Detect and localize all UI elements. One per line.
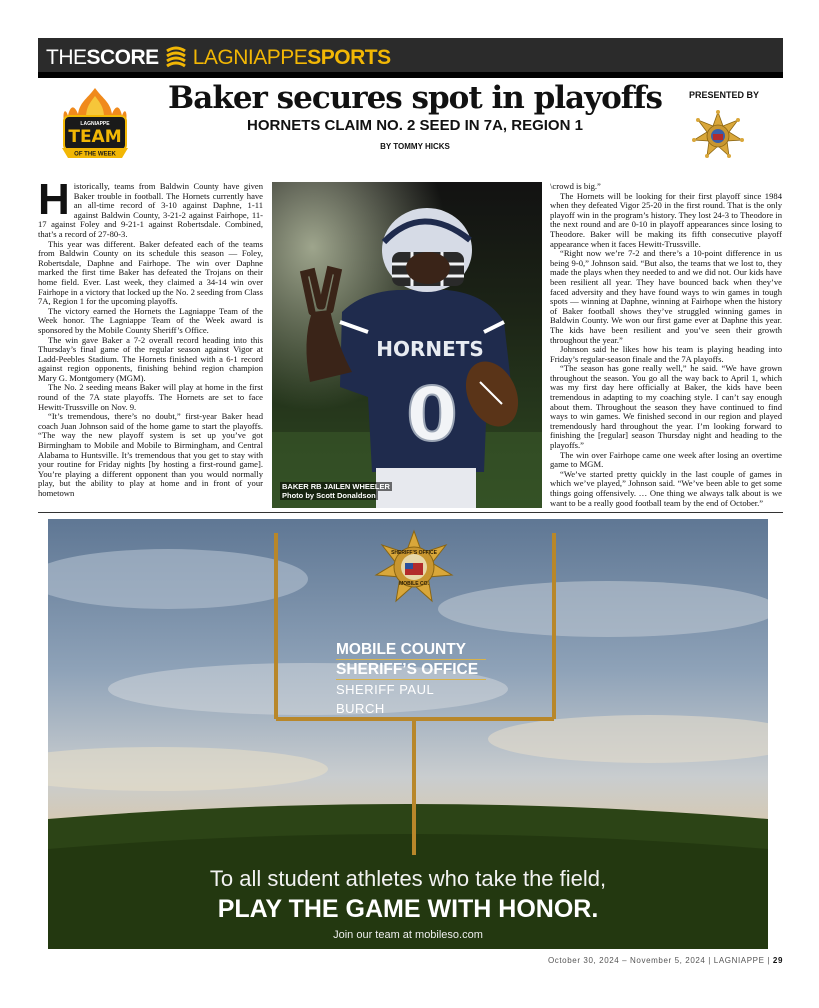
- brand-lagniappe: LAGNIAPPE: [192, 46, 308, 69]
- article-deck: HORNETS CLAIM NO. 2 SEED IN 7A, REGION 1: [247, 117, 583, 134]
- drop-cap: H: [38, 175, 70, 224]
- caption-credit: Photo by Scott Donaldson: [282, 491, 376, 500]
- article-paragraph: “The season has gone really well,” he said. “We have grown throughout the season. You go all the way back to April 1, which was my first day here officially at Baker, the kids have been tremendous in adapting to my coaching style. I can’t say enough about them. Throughout the season they have continued to find ways to win games. We finished second in our region and played tremendously hard throughout the year. I’m looking forward to finishing the [regular] season Thursday night and heading to the playoffs.”: [550, 363, 782, 451]
- photo-caption: [280, 482, 392, 500]
- badge-week-text: OF THE WEEK: [74, 151, 116, 158]
- brand-score: SCORE: [86, 46, 159, 69]
- ad-tagline: To all student athletes who take the field,: [209, 866, 607, 891]
- badge-team-text: TEAM: [68, 127, 122, 147]
- article-column-1: [38, 175, 263, 499]
- presented-by-label: PRESENTED BY: [689, 90, 760, 100]
- article-paragraph: “We’ve started pretty quickly in the last couple of games in which we’ve played,” Johnson said. “We’ve been able to get some things going offensively. … One thing we always talk about is we want to be a really good football team by the end of October.”: [550, 468, 782, 508]
- team-of-the-week-badge: [56, 86, 134, 168]
- badge-top-text: LAGNIAPPE: [80, 121, 110, 127]
- jersey-text: HORNETS: [376, 337, 484, 361]
- section-header-bar: [38, 38, 783, 78]
- article-paragraph: \crowd is big.”: [550, 181, 601, 191]
- ad-cta: Join our team at mobileso.com: [333, 929, 483, 941]
- section-divider: [38, 512, 783, 513]
- page-footer: October 30, 2024 – November 5, 2024 | LAGNIAPPE | 29: [547, 956, 783, 965]
- ad-badge-top-text: SHERIFF’S OFFICE: [391, 550, 437, 556]
- article-paragraph: The No. 2 seeding means Baker will play at home in the first round of the 7A state playoffs. The Hornets are set to face Hewitt-Trussville on Nov. 9.: [38, 382, 263, 412]
- jersey-number: 0: [406, 372, 458, 458]
- article-headline: Baker secures spot in playoffs: [168, 80, 662, 116]
- brand-sports: SPORTS: [307, 46, 391, 69]
- article-paragraph: The Hornets will be looking for their first playoff since 1984 when they defeated Vigor 25-20 in the first round. That is the only playoff win in the program’s history. They lost 24-3 to Theodore in the next round and are 0-10 in playoff appearances since losing to Theodore. Baker will be making its fifth consecutive playoff appearance when it faces Hewitt-Trussville.: [550, 190, 782, 249]
- article-paragraph: The victory earned the Hornets the Lagniappe Team of the Week honor. The Lagniappe Team of the Week award is sponsored by the Mobile County Sheriff’s Office.: [38, 305, 263, 335]
- article-paragraph: istorically, teams from Baldwin County have given Baker trouble in football. The Hornets currently have an all-time record of 3-10 against Daphne, 1-11 against Baldwin County, 3-21-2 against Fairhope, 11-17 against Foley and 9-21-1 against Robertsdale. Combined, that’s a record of 27-80-3.: [38, 181, 263, 239]
- sheriff-star-badge: [692, 110, 744, 162]
- article-byline: BY TOMMY HICKS: [380, 142, 450, 151]
- article-paragraph: “Right now we’re 7-2 and there’s a 10-point difference in us being 9-0,” Johnson said. “But also, the teams that we lost to, they made the plays when they needed to and we did not. Our kids have been resilient all year. They have bounced back when they’ve faced adversity and they have found ways to win games in tough spots — winning at Daphne, winning at Fairhope when the history of Baker football shows they’ve struggled winning games in Baldwin County. We won our first game ever at Daphne this year. The kids have been resilient and you’ve seen their growth throughout the year.”: [550, 248, 782, 345]
- football-player-photo: [272, 182, 542, 508]
- ad-organization: [336, 640, 486, 718]
- article-column-3: [550, 182, 782, 508]
- article-paragraph: The win gave Baker a 7-2 overall record heading into this Thursday’s final game of the regular season against Vigor at Ladd-Peebles Stadium. The Hornets finished with a 6-1 record against region opponents, finishing behind region champion Mary G. Montgomery (MGM).: [38, 334, 263, 383]
- article-paragraph: The win over Fairhope came one week after losing an overtime game to MGM.: [550, 449, 782, 470]
- header-underline: [38, 72, 783, 78]
- footer-publication: LAGNIAPPE: [713, 956, 765, 965]
- sheriff-advertisement: [48, 519, 768, 949]
- ad-org-line1: MOBILE COUNTY: [336, 640, 486, 660]
- brand-the: THE: [46, 46, 87, 69]
- footer-date: October 30, 2024 – November 5, 2024: [547, 956, 706, 965]
- section-brand: [46, 46, 391, 70]
- article-paragraph: “It’s tremendous, there’s no doubt,” first-year Baker head coach Juan Johnson said of the home game to start the playoffs. “The way the new playoff system is set up you’ve got Birmingham to Mobile and Mobile to Birmingham, and Central Alabama to Huntsville. It’s tremendous that you get to stay with your routine for Friday nights [by hosting a first-round game]. You’re playing a different opponent than you would normally play, but the ability to play at home and in front of your hometown: [38, 411, 263, 498]
- article-paragraph: This year was different. Baker defeated each of the teams from Baldwin County on its schedule this season — Foley, Robertsdale, Daphne and Fairhope. The win over Daphne marked the first time Baker has defeated the Trojans on their home field. Ever. Last week, they claimed a 34-14 win over Fairhope in a victory that locked up the No. 2 seeding from Class 7A, Region 1 for the upcoming playoffs.: [38, 238, 263, 307]
- ad-slogan: PLAY THE GAME WITH HONOR.: [217, 895, 599, 923]
- player-illustration: [272, 182, 542, 508]
- page-number: 29: [772, 956, 783, 965]
- ad-org-line3: SHERIFF PAUL BURCH: [336, 682, 434, 716]
- ad-org-line2: SHERIFF’S OFFICE: [336, 660, 486, 680]
- caption-subject: BAKER RB JAILEN WHEELER: [282, 482, 390, 491]
- lagniappe-swirl-icon: [163, 45, 189, 71]
- ad-badge-bottom-text: MOBILE CO.: [399, 581, 429, 587]
- article-paragraph: Johnson said he likes how his team is playing heading into Friday’s regular-season finale and the 7A playoffs.: [550, 344, 782, 364]
